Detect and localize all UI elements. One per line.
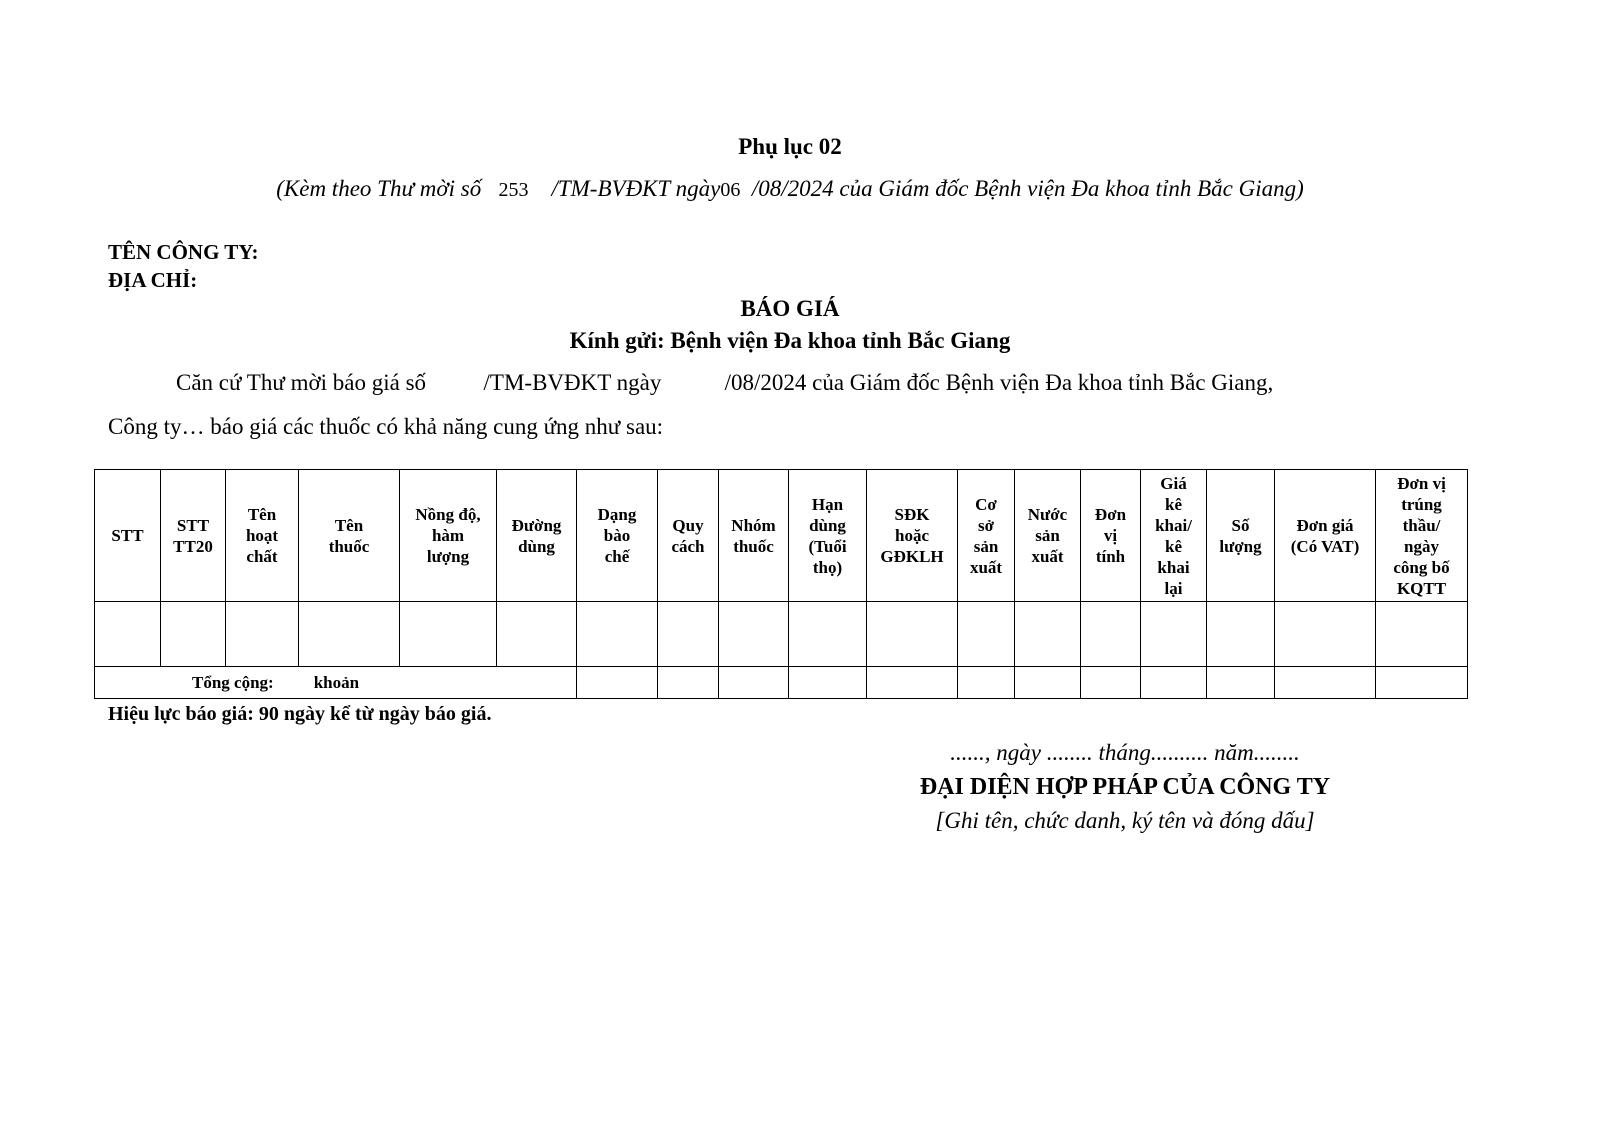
header-text: lượng <box>1219 536 1262 556</box>
column-header <box>719 470 789 602</box>
header-text: tính <box>1095 547 1126 566</box>
header-text: kê <box>1165 536 1182 556</box>
total-row-cell <box>867 667 958 699</box>
header-text: sản <box>1035 526 1060 545</box>
table-cell <box>161 602 226 667</box>
total-unit: khoản <box>313 673 360 692</box>
header-text: (Tuổi <box>808 536 847 556</box>
header-text: cách <box>671 536 705 556</box>
header-text: Đơn <box>1094 505 1127 524</box>
header-text: Quy <box>672 515 704 535</box>
total-row-cell <box>789 667 867 699</box>
column-header <box>577 470 658 602</box>
table-cell <box>226 602 299 667</box>
table-cell <box>1275 602 1376 667</box>
header-text: ngày <box>1404 536 1439 556</box>
header-text: trúng <box>1401 494 1442 514</box>
header-text: lượng <box>426 547 470 566</box>
header-text: dùng <box>809 515 846 535</box>
subtitle-mid: /TM-BVĐKT ngày <box>551 176 721 201</box>
column-header <box>299 470 400 602</box>
total-row-cell <box>577 667 658 699</box>
column-header <box>95 470 161 602</box>
column-header <box>1275 470 1376 602</box>
header-text: sở <box>977 515 995 535</box>
appendix-title: Phụ lục 02 <box>738 134 842 159</box>
header-text: Đơn giá <box>1296 515 1354 535</box>
header-text: Số <box>1231 515 1250 535</box>
table-cell <box>299 602 400 667</box>
header-text: xuất <box>1031 547 1064 566</box>
column-header <box>789 470 867 602</box>
total-row-cell <box>1275 667 1376 699</box>
header-text: sản <box>973 536 999 556</box>
header-text: chất <box>246 547 278 566</box>
subtitle-prefix: (Kèm theo Thư mời số <box>276 176 482 201</box>
header-text: (Có VAT) <box>1290 536 1360 556</box>
header-text: thầu/ <box>1402 515 1441 535</box>
column-header <box>226 470 299 602</box>
subtitle-suffix: /08/2024 của Giám đốc Bệnh viện Đa khoa tỉnh Bắc Giang) <box>751 176 1304 201</box>
intro-line-1: Căn cứ Thư mời báo giá số /TM-BVĐKT ngày /08/2024 của Giám đốc Bệnh viện Đa khoa tỉnh Bắc Giang, <box>176 370 1274 395</box>
column-header <box>1015 470 1081 602</box>
header-text: Đường <box>511 515 562 535</box>
header-text: thuốc <box>328 536 370 556</box>
header-text: Hạn <box>811 494 844 514</box>
header-text: STT <box>176 515 210 535</box>
header-text: SĐK <box>894 505 930 524</box>
letter-day: 06 <box>720 179 741 201</box>
header-text: kê <box>1165 494 1182 514</box>
table-cell <box>1081 602 1141 667</box>
table-header-row <box>95 470 1468 602</box>
letter-number: 253 <box>498 179 529 201</box>
header-text: công bố <box>1393 557 1450 577</box>
column-header <box>1081 470 1141 602</box>
header-text: Nồng độ, <box>415 505 481 524</box>
signature-note: [Ghi tên, chức danh, ký tên và đóng dấu] <box>935 808 1315 833</box>
total-row-cell <box>958 667 1015 699</box>
total-row-cell <box>1081 667 1141 699</box>
header-text: xuất <box>969 557 1003 577</box>
column-header <box>400 470 497 602</box>
header-text: STT <box>111 526 144 545</box>
header-text: thuốc <box>733 536 774 556</box>
table-cell <box>867 602 958 667</box>
column-header <box>658 470 719 602</box>
company-address-label: ĐỊA CHỈ: <box>108 268 198 292</box>
table-cell <box>658 602 719 667</box>
header-text: Nhóm <box>731 515 776 535</box>
header-text: Cơ <box>975 494 997 514</box>
table-cell <box>95 602 161 667</box>
total-row-cell <box>1376 667 1468 699</box>
header-text: hàm <box>431 526 465 545</box>
validity-note: Hiệu lực báo giá: 90 ngày kể từ ngày báo giá. <box>108 703 492 725</box>
total-label: Tổng cộng: <box>192 673 274 692</box>
header-text: Giá <box>1160 473 1187 493</box>
column-header <box>161 470 226 602</box>
header-text: bào <box>603 526 631 545</box>
total-row-cell <box>719 667 789 699</box>
header-text: hoạt <box>245 526 279 545</box>
table-cell <box>1015 602 1081 667</box>
header-text: Tên <box>247 505 277 524</box>
header-text: vị <box>1103 526 1118 545</box>
intro-line-2: Công ty… báo giá các thuốc có khả năng cung ứng như sau: <box>108 414 664 439</box>
table-cell <box>1376 602 1468 667</box>
table-cell <box>497 602 577 667</box>
column-header <box>958 470 1015 602</box>
appendix-subtitle <box>0 176 1580 202</box>
company-name-label: TÊN CÔNG TY: <box>108 240 259 264</box>
header-text: chế <box>604 547 630 566</box>
table-cell <box>719 602 789 667</box>
total-row-cell <box>1141 667 1207 699</box>
column-header <box>1376 470 1468 602</box>
quote-title: BÁO GIÁ <box>740 296 840 321</box>
total-cell <box>95 667 577 699</box>
header-text: Dạng <box>597 505 637 524</box>
table-cell <box>1207 602 1275 667</box>
signature-title: ĐẠI DIỆN HỢP PHÁP CỦA CÔNG TY <box>919 774 1331 800</box>
column-header <box>497 470 577 602</box>
header-text: khai <box>1157 557 1190 577</box>
table-cell <box>789 602 867 667</box>
total-row-cell <box>1015 667 1081 699</box>
table-cell <box>577 602 658 667</box>
column-header <box>867 470 958 602</box>
table-cell <box>400 602 497 667</box>
table-cell <box>1141 602 1207 667</box>
column-header <box>1207 470 1275 602</box>
header-text: thọ) <box>812 557 843 577</box>
header-text: TT20 <box>173 536 213 556</box>
quote-recipient: Kính gửi: Bệnh viện Đa khoa tỉnh Bắc Giang <box>569 328 1011 353</box>
table-row <box>95 602 1468 667</box>
header-text: Đơn vị <box>1397 473 1446 493</box>
column-header <box>1141 470 1207 602</box>
header-text: hoặc <box>895 526 929 545</box>
price-quote-table <box>94 469 1468 699</box>
header-text: Nước <box>1027 505 1068 524</box>
signature-date-line: ......, ngày ........ tháng.......... năm........ <box>950 740 1300 765</box>
table-total-row <box>95 667 1468 699</box>
header-text: KQTT <box>1396 578 1447 598</box>
header-text: lại <box>1164 578 1183 598</box>
table-cell <box>958 602 1015 667</box>
header-text: khai/ <box>1155 515 1192 535</box>
total-row-cell <box>658 667 719 699</box>
header-text: dùng <box>518 536 555 556</box>
header-text: GĐKLH <box>880 547 944 566</box>
header-text: Tên <box>334 515 364 535</box>
total-row-cell <box>1207 667 1275 699</box>
